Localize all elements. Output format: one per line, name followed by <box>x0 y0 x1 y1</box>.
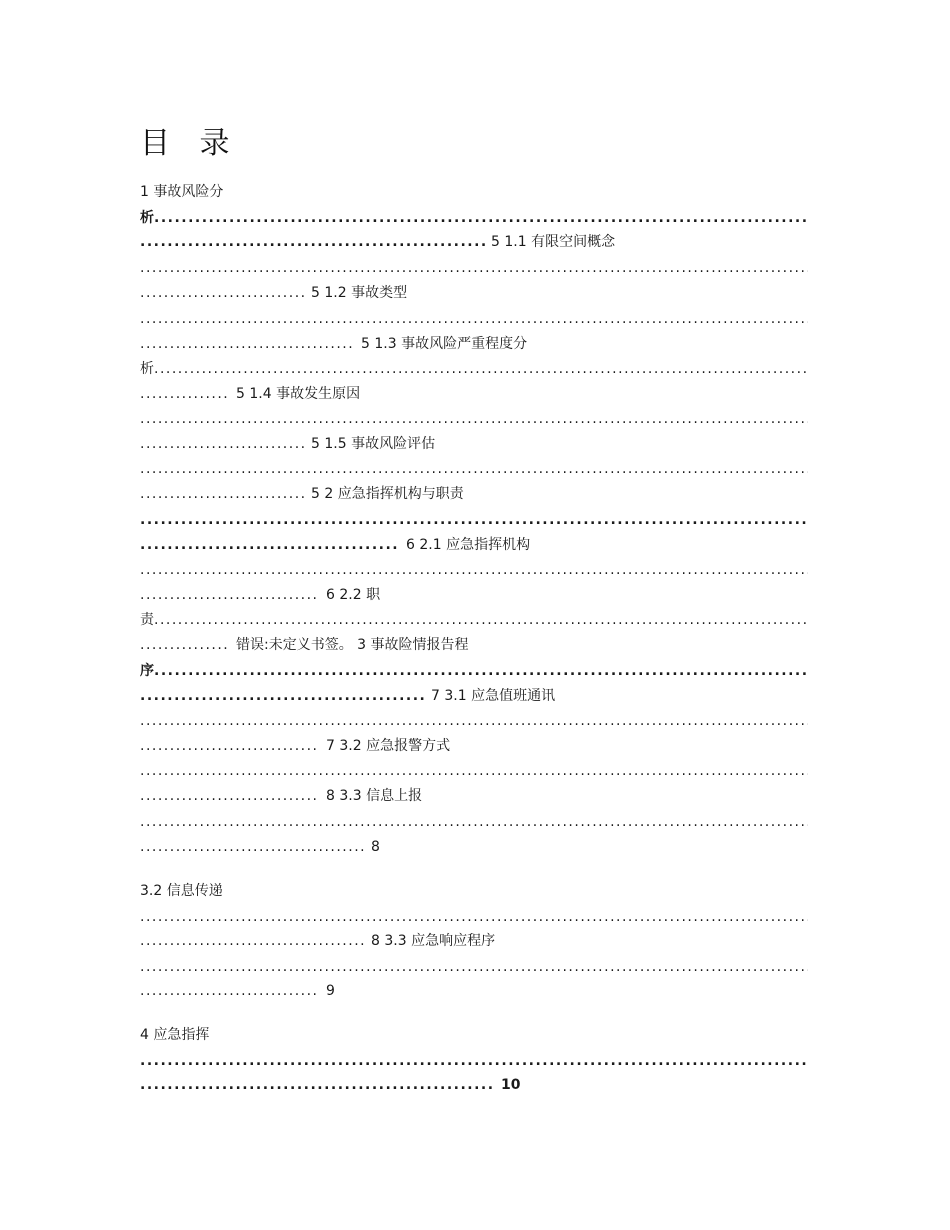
toc-leader-dots <box>140 458 808 480</box>
toc-tail-line <box>140 685 808 707</box>
toc-entry-label: 7 3.2 应急报警方式 <box>326 738 451 754</box>
toc-leader-dots <box>140 483 305 505</box>
toc-tail-line <box>140 930 808 952</box>
toc-leader-dots <box>140 836 365 858</box>
toc-leader-dots <box>140 509 808 531</box>
toc-leader-dots <box>140 231 485 253</box>
toc-title: 目 录 <box>140 126 240 161</box>
toc-tail-line <box>140 634 808 656</box>
toc-entry-label: 3.2 信息传递 <box>140 883 223 899</box>
toc-leader-line <box>140 509 808 531</box>
toc-entry-label: 4 应急指挥 <box>140 1027 210 1043</box>
toc-entry-label: 5 1.1 有限空间概念 <box>491 234 616 250</box>
toc-entry-text <box>140 1024 808 1046</box>
toc-tail-line <box>140 836 808 858</box>
toc-leader-dots <box>140 956 808 978</box>
toc-leader-line <box>140 811 808 833</box>
toc-leader-dots <box>154 660 808 682</box>
toc-leader-dots <box>140 257 808 279</box>
toc-leader-line <box>140 458 808 480</box>
toc-leader-dots <box>140 383 230 405</box>
toc-leader-line <box>140 257 808 279</box>
toc-leader-dots <box>140 584 320 606</box>
toc-leader-dots <box>140 1050 808 1072</box>
toc-leader-dots <box>140 760 808 782</box>
toc-leader-dots <box>154 207 808 229</box>
toc-tail-line <box>140 333 808 355</box>
toc-leader-dots <box>140 980 320 1002</box>
toc-entry-label: 7 3.1 应急值班通讯 <box>431 688 556 704</box>
toc-entry-label: 5 1.2 事故类型 <box>311 285 408 301</box>
toc-leader-dots <box>140 785 320 807</box>
toc-leader-dots <box>140 906 808 928</box>
toc-leader-dots <box>140 634 230 656</box>
toc-entry-label: 1 事故风险分 <box>140 184 224 200</box>
toc-leader-dots <box>140 735 320 757</box>
toc-tail-line <box>140 785 808 807</box>
toc-leader-dots <box>140 433 305 455</box>
toc-leader-dots <box>140 559 808 581</box>
toc-tail-line <box>140 282 808 304</box>
toc-tail-line <box>140 433 808 455</box>
toc-entry-label: 9 <box>326 983 335 999</box>
toc-leader-dots <box>154 358 808 380</box>
toc-leader-dots <box>140 1074 495 1096</box>
toc-tail-line <box>140 584 808 606</box>
toc-leader-line <box>140 408 808 430</box>
toc-entry-label: 5 1.4 事故发生原因 <box>236 386 361 402</box>
toc-leader-line <box>140 358 808 380</box>
toc-entry-label: 5 2 应急指挥机构与职责 <box>311 486 464 502</box>
toc-leader-line <box>140 308 808 330</box>
toc-tail-line <box>140 231 808 253</box>
toc-leader-line <box>140 906 808 928</box>
toc-leader-line <box>140 207 808 229</box>
toc-tail-line <box>140 980 808 1002</box>
toc-entry-label: 5 1.3 事故风险严重程度分 <box>361 336 528 352</box>
toc-entry-label: 6 2.2 职 <box>326 587 381 603</box>
toc-leader-dots <box>140 408 808 430</box>
toc-entry-label: 10 <box>501 1077 521 1093</box>
toc-entry-label: 6 2.1 应急指挥机构 <box>406 537 531 553</box>
toc-entry-label: 8 <box>371 839 380 855</box>
toc-leader-prefix: 析 <box>140 210 154 226</box>
toc-leader-prefix: 序 <box>140 663 154 679</box>
toc-leader-dots <box>140 930 365 952</box>
toc-entry-label: 8 3.3 信息上报 <box>326 788 423 804</box>
toc-tail-line <box>140 1074 808 1096</box>
toc-leader-dots <box>154 609 808 631</box>
toc-leader-line <box>140 1050 808 1072</box>
toc-leader-dots <box>140 308 808 330</box>
toc-leader-line <box>140 710 808 732</box>
toc-tail-line <box>140 735 808 757</box>
toc-tail-line <box>140 483 808 505</box>
toc-leader-line <box>140 609 808 631</box>
toc-entry-text <box>140 181 808 203</box>
toc-leader-line <box>140 660 808 682</box>
toc-tail-line <box>140 383 808 405</box>
toc-leader-dots <box>140 282 305 304</box>
toc-leader-dots <box>140 685 425 707</box>
toc-leader-line <box>140 760 808 782</box>
toc-entry-label: 错误:未定义书签。 3 事故险情报告程 <box>236 637 469 653</box>
toc-tail-line <box>140 534 808 556</box>
toc-entry-text <box>140 880 808 902</box>
toc-leader-prefix: 责 <box>140 612 154 628</box>
toc-entry-label: 5 1.5 事故风险评估 <box>311 436 436 452</box>
toc-leader-line <box>140 956 808 978</box>
toc-entry-label: 8 3.3 应急响应程序 <box>371 933 496 949</box>
toc-leader-line <box>140 559 808 581</box>
toc-leader-dots <box>140 333 355 355</box>
toc-leader-dots <box>140 534 400 556</box>
toc-leader-dots <box>140 710 808 732</box>
toc-leader-dots <box>140 811 808 833</box>
toc-leader-prefix: 析 <box>140 361 154 377</box>
